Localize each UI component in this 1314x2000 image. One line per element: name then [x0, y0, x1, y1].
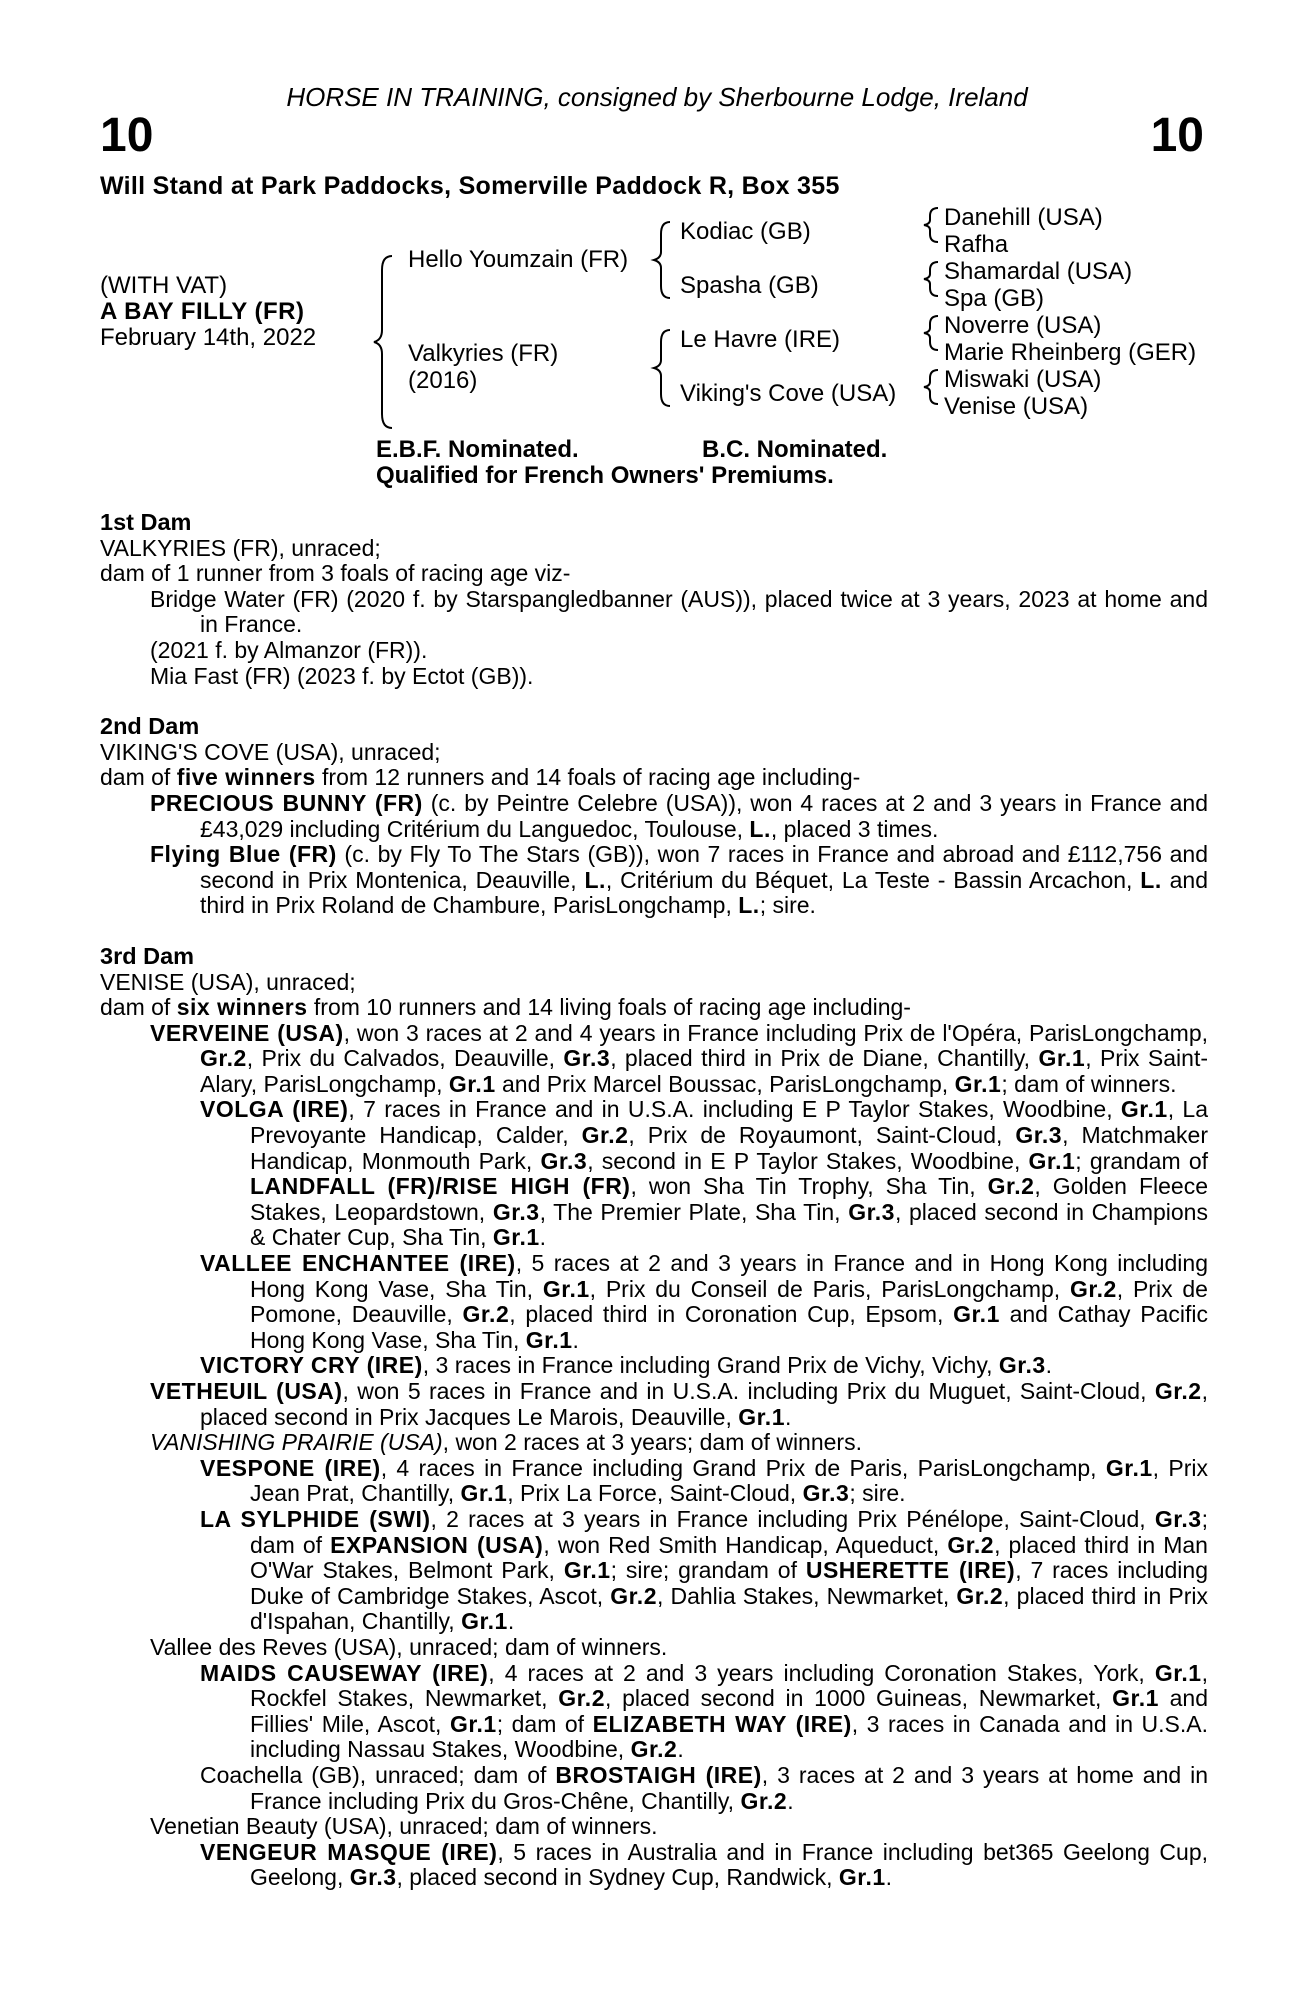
- pedigree-sire-dam: Spasha (GB): [680, 272, 819, 299]
- pedigree-dam-year: (2016): [408, 367, 478, 394]
- vat-label: (WITH VAT): [100, 272, 228, 299]
- lot-number-right: 10: [1150, 109, 1204, 162]
- pedigree-g2: Rafha: [944, 231, 1009, 258]
- pedigree-g4: Spa (GB): [944, 285, 1045, 312]
- produce-entry: VICTORY CRY (IRE), 3 races in France including Grand Prix de Vichy, Vichy, Gr.3.: [200, 1352, 1053, 1379]
- produce-entry: VETHEUIL (USA), won 5 races in France and in U.S.A. including Prix du Muguet, Saint-Cloud, Gr.2, placed second in Prix Jacques Le Marois, Deauville, Gr.1.: [150, 1378, 1208, 1430]
- produce-entry: Flying Blue (FR) (c. by Fly To The Stars (GB)), won 7 races in France and abroad and £112,756 and second in Prix Montenica, Deauville, L., Critérium du Béquet, La Teste - Bassin Arcachon, L. and third in Prix Roland de Chambure, ParisLongchamp, L.; sire.: [150, 841, 1208, 919]
- produce-entry: (2021 f. by Almanzor (FR)).: [150, 636, 428, 663]
- pedigree-g5: Noverre (USA): [944, 312, 1102, 339]
- second-dam-heading: 2nd Dam: [100, 713, 200, 740]
- produce-entry: Mia Fast (FR) (2023 f. by Ectot (GB)).: [150, 662, 534, 689]
- premiums-qualification: Qualified for French Owners' Premiums.: [376, 462, 834, 489]
- first-dam-heading: 1st Dam: [100, 509, 192, 535]
- bc-nomination: B.C. Nominated.: [702, 436, 888, 463]
- pedigree-sire: Hello Youmzain (FR): [408, 246, 629, 273]
- pedigree-dam: Valkyries (FR): [408, 340, 559, 367]
- second-dam-summary: dam of five winners from 12 runners and 14 foals of racing age including-: [100, 764, 861, 791]
- third-dam-summary: dam of six winners from 10 runners and 14 living foals of racing age including-: [100, 994, 911, 1021]
- produce-entry: Coachella (GB), unraced; dam of BROSTAIGH (IRE), 3 races at 2 and 3 years at home and in France including Prix du Gros-Chêne, Chantilly, Gr.2.: [200, 1761, 1209, 1814]
- produce-entry: VERVEINE (USA), won 3 races at 2 and 4 years in France including Prix de l'Opéra, ParisLongchamp, Gr.2, Prix du Calvados, Deauville, Gr.3, placed third in Prix de Diane, Chantilly, Gr.1, Prix Saint-Alary, ParisLongchamp, Gr.1 and Prix Marcel Boussac, ParisLongchamp, Gr.1; dam of winners.: [150, 1019, 1209, 1097]
- standing-location: Will Stand at Park Paddocks, Somerville Paddock R, Box 355: [100, 172, 840, 200]
- pedigree-g6: Marie Rheinberg (GER): [944, 339, 1197, 366]
- lot-number-left: 10: [100, 109, 154, 162]
- pedigree-g7: Miswaki (USA): [944, 366, 1102, 393]
- produce-entry: VESPONE (IRE), 4 races in France including Grand Prix de Paris, ParisLongchamp, Gr.1, Prix Jean Prat, Chantilly, Gr.1, Prix La Force, Saint-Cloud, Gr.3; sire.: [200, 1454, 1208, 1507]
- pedigree-dam-sire: Le Havre (IRE): [680, 326, 841, 353]
- produce-entry: Vallee des Reves (USA), unraced; dam of winners.: [150, 1633, 668, 1660]
- foaling-date: February 14th, 2022: [100, 324, 317, 351]
- produce-entry: Bridge Water (FR) (2020 f. by Starspangledbanner (AUS)), placed twice at 3 years, 2023 at home and in France.: [150, 585, 1208, 638]
- third-dam-heading: 3rd Dam: [100, 942, 195, 969]
- produce-entry: LA SYLPHIDE (SWI), 2 races at 3 years in France including Prix Pénélope, Saint-Cloud, Gr.3; dam of EXPANSION (USA), won Red Smith Handicap, Aqueduct, Gr.2, placed third in Man O'War Stakes, Belmont Park, Gr.1; sire; grandam of USHERETTE (IRE), 7 races including Duke of Cambridge Stakes, Ascot, Gr.2, Dahlia Stakes, Newmarket, Gr.2, placed third in Prix d'Ispahan, Chantilly, Gr.1.: [200, 1505, 1208, 1635]
- produce-entry: VALLEE ENCHANTEE (IRE), 5 races at 2 and 3 years in France and in Hong Kong including Hong Kong Vase, Sha Tin, Gr.1, Prix du Conseil de Paris, ParisLongchamp, Gr.2, Prix de Pomone, Deauville, Gr.2, placed third in Coronation Cup, Epsom, Gr.1 and Cathay Pacific Hong Kong Vase, Sha Tin, Gr.1.: [200, 1250, 1208, 1353]
- catalogue-body: [100, 510, 1208, 1891]
- third-dam-name: VENISE (USA), unraced;: [100, 968, 356, 995]
- pedigree-g8: Venise (USA): [944, 393, 1089, 420]
- produce-entry: MAIDS CAUSEWAY (IRE), 4 races at 2 and 3 years including Coronation Stakes, York, Gr.1, Rockfel Stakes, Newmarket, Gr.2, placed second in 1000 Guineas, Newmarket, Gr.1 and Fillies' Mile, Ascot, Gr.1; dam of ELIZABETH WAY (IRE), 3 races in Canada and in U.S.A. including Nassau Stakes, Woodbine, Gr.2.: [200, 1659, 1209, 1763]
- pedigree-g3: Shamardal (USA): [944, 258, 1133, 285]
- produce-entry: PRECIOUS BUNNY (FR) (c. by Peintre Celebre (USA)), won 4 races at 2 and 3 years in France and £43,029 including Critérium du Languedoc, Toulouse, L., placed 3 times.: [150, 789, 1208, 842]
- first-dam-summary: dam of 1 runner from 3 foals of racing age viz-: [100, 560, 571, 587]
- consignment-line: HORSE IN TRAINING, consigned by Sherbourne Lodge, Ireland: [286, 82, 1028, 112]
- produce-entry: VOLGA (IRE), 7 races in France and in U.S.A. including E P Taylor Stakes, Woodbine, Gr.1, La Prevoyante Handicap, Calder, Gr.2, Prix de Royaumont, Saint-Cloud, Gr.3, Matchmaker Handicap, Monmouth Park, Gr.3, second in E P Taylor Stakes, Woodbine, Gr.1; grandam of LANDFALL (FR)/RISE HIGH (FR), won Sha Tin Trophy, Sha Tin, Gr.2, Golden Fleece Stakes, Leopardstown, Gr.3, The Premier Plate, Sha Tin, Gr.3, placed second in Champions & Chater Cup, Sha Tin, Gr.1.: [200, 1096, 1209, 1251]
- produce-entry: Venetian Beauty (USA), unraced; dam of winners.: [150, 1813, 658, 1840]
- produce-entry: VENGEUR MASQUE (IRE), 5 races in Australia and in France including bet365 Geelong Cup, Geelong, Gr.3, placed second in Sydney Cup, Randwick, Gr.1.: [200, 1838, 1208, 1891]
- ebf-nomination: E.B.F. Nominated.: [376, 436, 579, 463]
- pedigree-sire-sire: Kodiac (GB): [680, 218, 811, 245]
- pedigree-dam-dam: Viking's Cove (USA): [680, 380, 897, 407]
- pedigree-g1: Danehill (USA): [944, 204, 1103, 231]
- horse-name: A BAY FILLY (FR): [100, 298, 305, 325]
- second-dam-name: VIKING'S COVE (USA), unraced;: [100, 738, 441, 765]
- pedigree-braces: [0, 0, 1314, 440]
- first-dam-name: VALKYRIES (FR), unraced;: [100, 534, 381, 561]
- produce-entry: VANISHING PRAIRIE (USA), won 2 races at 3 years; dam of winners.: [150, 1429, 862, 1456]
